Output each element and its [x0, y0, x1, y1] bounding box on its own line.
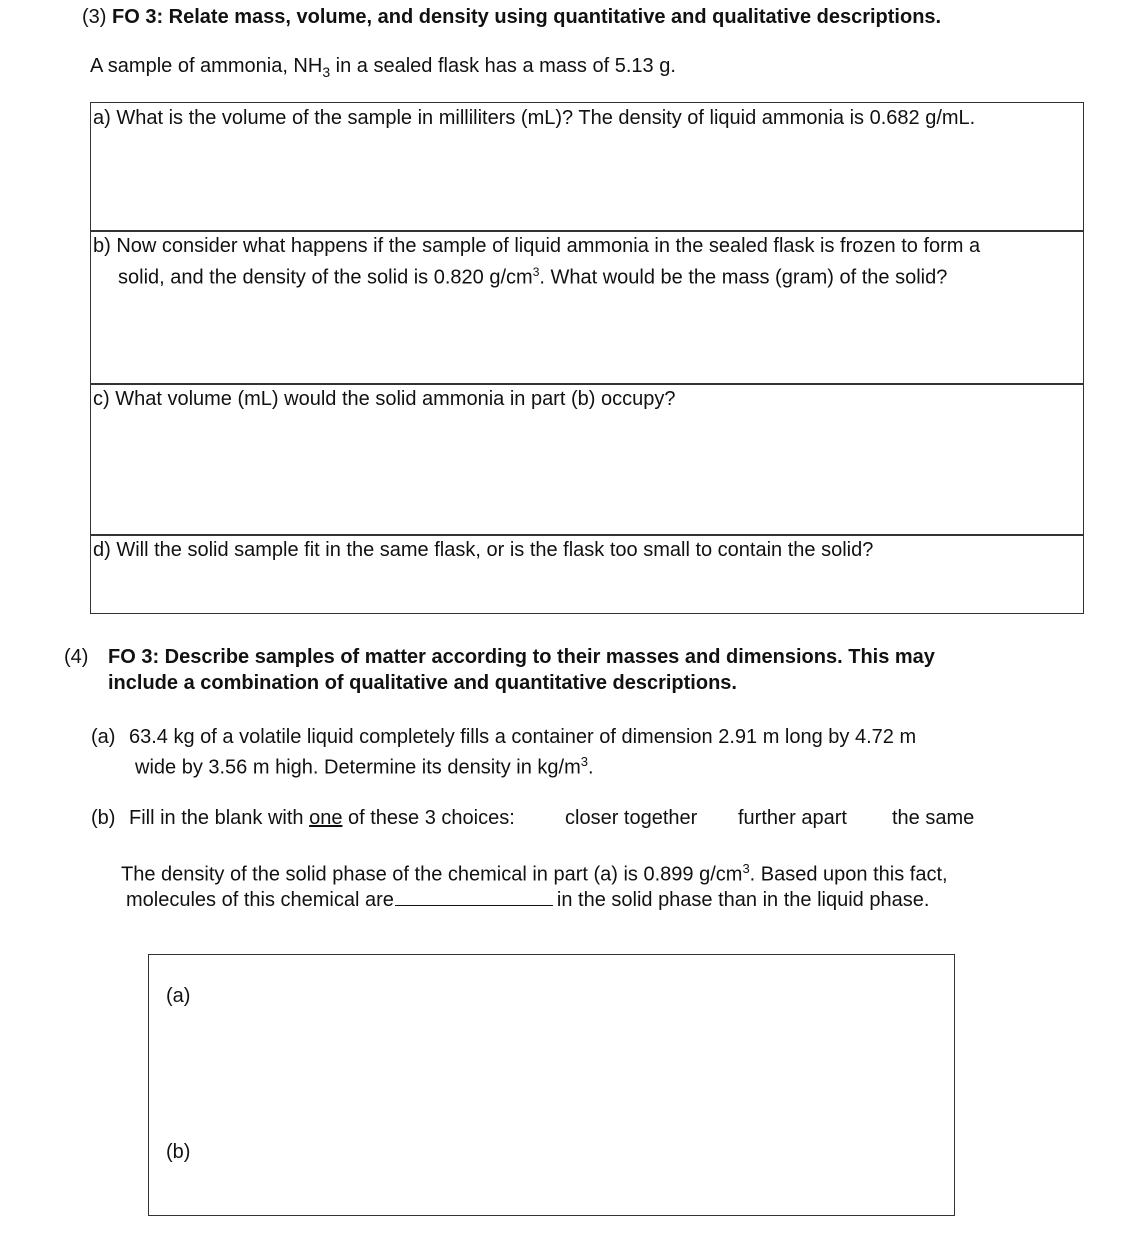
q3-number: (3)	[82, 6, 107, 28]
q4-part-a-label: (a)	[91, 726, 116, 748]
q4-part-b-suffix: of these 3 choices:	[342, 807, 515, 829]
q4-statement-line2-prefix: molecules of this chemical are	[126, 889, 394, 911]
q4-part-b-instruction	[129, 807, 515, 830]
q4-part-a-line1: 63.4 kg of a volatile liquid completely fills a container of dimension 2.91 m long by 4.72 m	[129, 726, 917, 748]
q4-answer-box[interactable]	[148, 954, 955, 1216]
q3-part-c-box[interactable]	[90, 383, 1084, 536]
q4-part-a-sup: 3	[580, 754, 588, 769]
q3-part-a-text: a) What is the volume of the sample in milliliters (mL)? The density of liquid ammonia is 0.682 g/mL.	[93, 107, 976, 129]
q4-fill-in-blank[interactable]	[395, 887, 553, 906]
q4-heading-line1: FO 3: Describe samples of matter according to their masses and dimensions. This may	[108, 646, 935, 668]
q3-part-b-line2	[93, 259, 980, 291]
q3-part-b-line2-suffix: . What would be the mass (gram) of the solid?	[539, 266, 948, 289]
q4-part-a-line2-suffix: .	[588, 756, 594, 779]
q3-part-b-text	[93, 233, 980, 291]
q4-statement-line1-suffix: . Based upon this fact,	[749, 863, 948, 886]
q4-part-b-label: (b)	[91, 807, 116, 829]
q4-part-b-prefix: Fill in the blank with	[129, 807, 310, 829]
q4-statement-line1	[121, 861, 948, 887]
q4-choice-2: further apart	[738, 807, 847, 829]
q4-statement-line2	[126, 887, 929, 912]
q4-answer-label-b: (b)	[166, 1141, 191, 1163]
q4-heading-line2: include a combination of qualitative and quantitative descriptions.	[108, 672, 737, 694]
q4-part-b-underlined: one	[309, 807, 343, 829]
q3-part-d-text: d) Will the solid sample fit in the same flask, or is the flask too small to contain the solid?	[93, 539, 874, 561]
q4-statement-line1-prefix: The density of the solid phase of the chemical in part (a) is 0.899 g/cm	[121, 863, 743, 886]
q3-heading-text: FO 3: Relate mass, volume, and density using quantitative and qualitative descriptions.	[112, 6, 942, 28]
q3-heading	[82, 6, 941, 29]
q3-part-d-box[interactable]	[90, 534, 1084, 614]
q4-statement-line2-suffix: in the solid phase than in the liquid phase.	[556, 889, 930, 911]
q4-choice-3: the same	[892, 807, 975, 829]
q3-part-a-box[interactable]	[90, 102, 1084, 232]
q4-answer-label-a: (a)	[166, 985, 191, 1007]
q3-part-b-line2-prefix: solid, and the density of the solid is 0.820 g/cm	[118, 266, 533, 289]
q4-choice-1: closer together	[565, 807, 698, 829]
q3-part-c-text: c) What volume (mL) would the solid ammonia in part (b) occupy?	[93, 388, 676, 410]
q4-number: (4)	[64, 646, 89, 668]
q3-intro	[90, 55, 676, 80]
q3-part-b-box[interactable]	[90, 230, 1084, 385]
q3-part-b-sup: 3	[532, 265, 540, 279]
q3-intro-subscript: 3	[322, 64, 331, 80]
q3-intro-prefix: A sample of ammonia, NH	[90, 55, 323, 77]
q4-statement-sup: 3	[742, 861, 750, 876]
q3-part-b-line1: b) Now consider what happens if the sample of liquid ammonia in the sealed flask is frozen to form a	[93, 235, 981, 257]
q3-intro-suffix: in a sealed flask has a mass of 5.13 g.	[330, 55, 676, 77]
q4-part-a-line2	[135, 754, 594, 780]
q4-part-a-line2-prefix: wide by 3.56 m high. Determine its density in kg/m	[135, 756, 581, 779]
